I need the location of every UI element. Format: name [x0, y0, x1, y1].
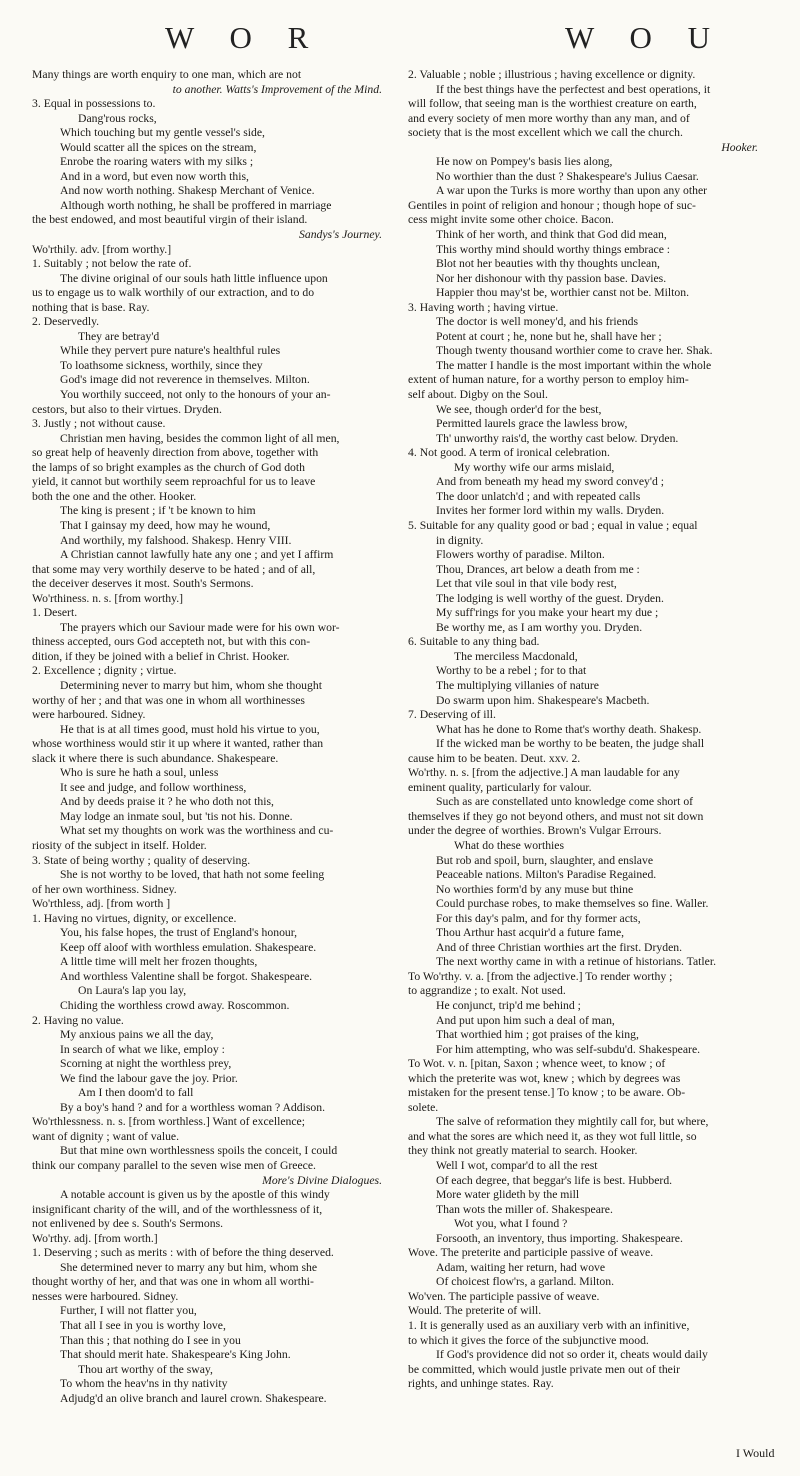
quote-line: Though twenty thousand worthier come to crave her. Shak.: [436, 344, 713, 358]
quote-line: And worthily, my falshood. Shakesp. Henry VIII.: [60, 533, 292, 547]
sense-heading: 1. Deserving ; such as merits : with of before the thing deserved.: [32, 1246, 334, 1260]
quote-line: We see, though order'd for the best,: [436, 402, 602, 416]
entry-headword: Wo'rthless, adj. [from worth ]: [32, 897, 171, 911]
quote-line: If God's providence did not so order it, cheats would daily: [436, 1348, 708, 1362]
quote-line: A little time will melt her frozen thoughts,: [60, 955, 258, 969]
citation: Hooker.: [721, 140, 758, 154]
quote-line: And worthless Valentine shall be forgot. Shakespeare.: [60, 969, 313, 983]
sense-heading: 2. Having no value.: [32, 1013, 124, 1027]
quote-line: The prayers which our Saviour made were for his own wor-: [60, 620, 340, 634]
quote-line: To whom the heav'ns in thy nativity: [60, 1377, 228, 1391]
quote-line: cause him to be beaten. Deut. xxv. 2.: [408, 751, 581, 765]
quote-line: The divine original of our souls hath little influence upon: [60, 271, 328, 285]
citation: to another. Watts's Improvement of the Mind.: [172, 82, 382, 96]
quote-line: slack it where there is such abundance. Shakespeare.: [32, 751, 279, 765]
quote-line: yield, it cannot but worthily seem reproachful for us to leave: [32, 475, 316, 489]
quote-line: dition, if they be joined with a belief in Christ. Hooker.: [32, 649, 290, 663]
quote-line: He that is at all times good, must hold his virtue to you,: [60, 722, 320, 736]
quote-line: cess might invite some other choice. Bacon.: [408, 213, 614, 227]
quote-line: whose worthiness would stir it up where it wanted, rather than: [32, 737, 324, 751]
sense-heading: 2. Deservedly.: [32, 315, 100, 329]
quote-line: For this day's palm, and for thy former acts,: [436, 911, 641, 925]
quote-line: What set my thoughts on work was the worthiness and cu-: [60, 824, 334, 838]
quote-line: want of dignity ; want of value.: [32, 1129, 180, 1143]
quote-line: To loathsome sickness, worthily, since they: [60, 358, 263, 372]
quote-line: She is not worthy to be loved, that hath not some feeling: [60, 868, 325, 882]
quote-line: Enrobe the roaring waters with my silks ;: [60, 155, 254, 169]
quote-line: You, his false hopes, the trust of England's honour,: [60, 926, 298, 940]
quote-line: nothing that is base. Ray.: [32, 300, 150, 314]
quote-line: He now on Pompey's basis lies along,: [436, 155, 613, 169]
sense-heading: 3. Having worth ; having virtue.: [408, 300, 559, 314]
citation: More's Divine Dialogues.: [262, 1173, 382, 1187]
quote-line: insignificant charity of the will, and of the worthlessness of it,: [32, 1202, 323, 1216]
quote-line: Think of her worth, and think that God did mean,: [436, 228, 667, 242]
quote-line: By a boy's hand ? and for a worthless woman ? Addison.: [60, 1100, 326, 1114]
quote-line: Adam, waiting her return, had wove: [436, 1260, 606, 1274]
quote-line: Be worthy me, as I am worthy you. Dryden.: [436, 620, 643, 634]
quote-line: Blot not her beauties with thy thoughts unclean,: [436, 257, 660, 271]
quote-line: under the degree of worthies. Brown's Vulgar Errours.: [408, 824, 662, 838]
quote-line: Thou art worthy of the sway,: [78, 1362, 213, 1376]
quote-line: Gentiles in point of religion and honour ; though hope of suc-: [408, 198, 696, 212]
quote-line: Invites her former lord within my walls. Dryden.: [436, 504, 665, 518]
entry-headword: Wo'ven. The participle passive of weave.: [408, 1289, 600, 1303]
quote-line: that some may very worthily deserve to be hated ; and of all,: [32, 562, 316, 576]
running-header-right: W O U: [565, 20, 724, 55]
quote-line: Happier thou may'st be, worthier canst not be. Milton.: [436, 286, 690, 300]
quote-line: And from beneath my head my sword convey'd ;: [436, 475, 665, 489]
quote-line: us to engage us to walk worthily of our extraction, and to do: [32, 286, 315, 300]
quote-line: Forsooth, an inventory, thus importing. Shakespeare.: [436, 1231, 683, 1245]
quote-line: That should merit hate. Shakespeare's King John.: [60, 1348, 291, 1362]
quote-line: in dignity.: [436, 533, 484, 547]
quote-line: Worthy to be a rebel ; for to that: [436, 664, 587, 678]
quote-line: eminent quality, particularly for valour.: [408, 780, 592, 794]
sense-heading: 6. Suitable to any thing bad.: [408, 635, 540, 649]
entry-headword: To Wot. v. n. [pitan, Saxon ; whence weet, to know ; of: [408, 1057, 666, 1071]
quote-line: Scorning at night the worthless prey,: [60, 1057, 232, 1071]
quote-line: No worthies form'd by any muse but thine: [436, 882, 634, 896]
entry-headword: Wove. The preterite and participle passive of weave.: [408, 1246, 654, 1260]
quote-line: cestors, but also to their virtues. Dryden.: [32, 402, 222, 416]
quote-line: Thou Arthur hast acquir'd a future fame,: [436, 926, 625, 940]
quote-line: Am I then doom'd to fall: [78, 1086, 194, 1100]
quote-line: rights, and unhinge states. Ray.: [408, 1377, 554, 1391]
quote-line: think our company parallel to the seven wise men of Greece.: [32, 1159, 316, 1173]
quote-line: The door unlatch'd ; and with repeated calls: [436, 489, 641, 503]
quote-line: Determining never to marry but him, whom she thought: [60, 678, 322, 692]
quote-line: A war upon the Turks is more worthy than upon any other: [436, 184, 708, 198]
quote-line: While they pervert pure nature's healthful rules: [60, 344, 281, 358]
quote-line: If the wicked man be worthy to be beaten, the judge shall: [436, 737, 705, 751]
quote-line: to aggrandize ; to exalt. Not used.: [408, 984, 566, 998]
quote-line: Although worth nothing, he shall be proffered in marriage: [60, 198, 332, 212]
quote-line: mistaken for the present tense.] To know ; to be aware. Ob-: [408, 1086, 686, 1100]
quote-line: they think not greatly material to search. Hooker.: [408, 1144, 638, 1158]
catchword: I Would: [736, 1446, 775, 1460]
quote-line: They are betray'd: [78, 329, 160, 343]
quote-line: Wot you, what I found ?: [454, 1217, 568, 1231]
quote-line: The salve of reformation they mightily call for, but where,: [436, 1115, 709, 1129]
quote-line: It see and judge, and follow worthiness,: [60, 780, 247, 794]
quote-line: Let that vile soul in that vile body rest,: [436, 577, 617, 591]
quote-line: This worthy mind should worthy things embrace :: [436, 242, 671, 256]
quote-line: Flowers worthy of paradise. Milton.: [436, 548, 605, 562]
quote-line: That worthied him ; got praises of the king,: [436, 1028, 639, 1042]
quote-line: No worthier than the dust ? Shakespeare's Julius Caesar.: [436, 169, 699, 183]
quote-line: both the one and the other. Hooker.: [32, 489, 197, 503]
entry-headword: To Wo'rthy. v. a. [from the adjective.] To render worthy ;: [408, 969, 673, 983]
text-line: Many things are worth enquiry to one man, which are not: [32, 68, 302, 81]
quote-line: If the best things have the perfectest and best operations, it: [436, 82, 711, 96]
quote-line: Chiding the worthless crowd away. Roscommon.: [60, 999, 290, 1012]
quote-line: The matter I handle is the most important within the whole: [436, 358, 712, 372]
quote-line: The multiplying villanies of nature: [436, 678, 599, 692]
quote-line: The king is present ; if 't be known to him: [60, 504, 256, 518]
quote-line: thiness accepted, ours God accepteth not, but with this con-: [32, 635, 311, 649]
quote-line: not enlivened by dee s. South's Sermons.: [32, 1217, 224, 1231]
quote-line: so great help of heavenly direction from above, together with: [32, 446, 319, 460]
quote-line: Keep off aloof with worthless emulation. Shakespeare.: [60, 940, 317, 954]
entry-headword: Wo'rthy. adj. [from worth.]: [32, 1231, 158, 1245]
sense-heading: 1. Desert.: [32, 606, 78, 620]
quote-line: Peaceable nations. Milton's Paradise Regained.: [436, 868, 657, 882]
quote-line: She determined never to marry any but him, whom she: [60, 1260, 318, 1274]
right-column: [408, 68, 758, 1392]
quote-line: You worthily succeed, not only to the honours of your an-: [60, 388, 331, 402]
quote-line: And now worth nothing. Shakesp Merchant of Venice.: [60, 184, 315, 198]
quote-line: thought worthy of her, and that was one in whom all worthi-: [32, 1275, 314, 1289]
quote-line: Who is sure he hath a soul, unless: [60, 766, 219, 780]
quote-line: My worthy wife our arms mislaid,: [454, 460, 615, 474]
quote-line: And in a word, but even now worth this,: [60, 169, 249, 183]
quote-line: to which it gives the force of the subjunctive mood.: [408, 1333, 649, 1347]
sense-heading: 7. Deserving of ill.: [408, 708, 496, 722]
sense-heading: 1. Suitably ; not below the rate of.: [32, 257, 192, 271]
sense-heading: 5. Suitable for any quality good or bad ; equal in value ; equal: [408, 518, 698, 532]
left-column: [32, 68, 382, 1406]
quote-line: be committed, which would justle private men out of their: [408, 1362, 680, 1376]
quote-line: On Laura's lap you lay,: [78, 984, 187, 998]
quote-line: What has he done to Rome that's worthy death. Shakesp.: [436, 722, 702, 736]
quote-line: Well I wot, compar'd to all the rest: [436, 1159, 598, 1173]
quote-line: God's image did not reverence in themselves. Milton.: [60, 373, 310, 387]
quote-line: Dang'rous rocks,: [78, 111, 157, 125]
quote-line: solete.: [408, 1100, 439, 1114]
entry-headword: Wo'rthily. adv. [from worthy.]: [32, 242, 172, 256]
quote-line: Than this ; that nothing do I see in you: [60, 1333, 241, 1347]
quote-line: A Christian cannot lawfully hate any one ; and yet I affirm: [60, 548, 334, 562]
quote-line: The merciless Macdonald,: [454, 649, 578, 663]
quote-line: What do these worthies: [454, 838, 565, 852]
quote-line: Do swarm upon him. Shakespeare's Macbeth.: [436, 693, 650, 707]
sense-heading: 3. State of being worthy ; quality of deserving.: [32, 853, 251, 867]
quote-line: But that mine own worthlessness spoils the conceit, I could: [60, 1144, 338, 1158]
entry-headword: Wo'rthy. n. s. [from the adjective.] A man laudable for any: [408, 766, 680, 780]
sense-heading: 1. It is generally used as an auxiliary verb with an infinitive,: [408, 1319, 690, 1333]
quote-line: Which touching but my gentle vessel's side,: [60, 126, 265, 140]
quote-line: Nor her dishonour with thy passion base. Davies.: [436, 271, 667, 285]
quote-line: Than wots the miller of. Shakespeare.: [436, 1202, 613, 1216]
entry-headword: Would. The preterite of will.: [408, 1304, 542, 1318]
quote-line: were harboured. Sidney.: [32, 708, 146, 722]
quote-line: of her own worthiness. Sidney.: [32, 882, 177, 896]
quote-line: Such as are constellated unto knowledge come short of: [436, 795, 694, 809]
quote-line: Permitted laurels grace the lawless brow,: [436, 417, 628, 431]
quote-line: A notable account is given us by the apostle of this windy: [60, 1188, 330, 1202]
quote-line: society that is the most excellent which we call the church.: [408, 126, 683, 140]
sense-heading: 2. Excellence ; dignity ; virtue.: [32, 664, 177, 678]
quote-line: will follow, that seeing man is the worthiest creature on earth,: [408, 97, 697, 111]
quote-line: the lamps of so bright examples as the church of God doth: [32, 460, 305, 474]
quote-line: and every society of men more worthy than any man, and of: [408, 111, 690, 125]
quote-line: More water glideth by the mill: [436, 1188, 580, 1202]
quote-line: worthy of her ; and that was one in whom all worthinesses: [32, 693, 305, 707]
quote-line: which the preterite was wot, knew ; which by degrees was: [408, 1071, 681, 1085]
quote-line: In search of what we like, employ :: [60, 1042, 225, 1056]
citation: Sandys's Journey.: [299, 228, 382, 242]
quote-line: self about. Digby on the Soul.: [408, 388, 548, 402]
quote-line: Of choicest flow'rs, a garland. Milton.: [436, 1275, 615, 1289]
quote-line: the best endowed, and most beautiful virgin of their island.: [32, 213, 308, 227]
running-header-left: W O R: [165, 20, 323, 55]
entry-headword: Wo'rthiness. n. s. [from worthy.]: [32, 591, 184, 605]
quote-line: The lodging is well worthy of the guest. Dryden.: [436, 591, 664, 605]
quote-line: the deceiver deserves it most. South's Sermons.: [32, 577, 254, 591]
sense-heading: 3. Equal in possessions to.: [32, 97, 156, 111]
quote-line: Of each degree, that beggar's life is best. Hubberd.: [436, 1173, 673, 1187]
sense-heading: 2. Valuable ; noble ; illustrious ; having excellence or dignity.: [408, 68, 696, 81]
quote-line: He conjunct, trip'd me behind ;: [436, 999, 581, 1012]
quote-line: The doctor is well money'd, and his friends: [436, 315, 639, 329]
quote-line: Could purchase robes, to make themselves so fine. Waller.: [436, 897, 709, 911]
quote-line: Christian men having, besides the common light of all men,: [60, 431, 340, 445]
quote-line: May lodge an inmate soul, but 'tis not his. Donne.: [60, 809, 293, 823]
quote-line: nesses were harboured. Sidney.: [32, 1289, 179, 1303]
quote-line: But rob and spoil, burn, slaughter, and enslave: [436, 853, 654, 867]
quote-line: The next worthy came in with a retinue of historians. Tatler.: [436, 955, 717, 969]
quote-line: My anxious pains we all the day,: [60, 1028, 214, 1042]
quote-line: That I gainsay my deed, how may he wound,: [60, 518, 271, 532]
quote-line: Would scatter all the spices on the stream,: [60, 140, 257, 154]
sense-heading: 3. Justly ; not without cause.: [32, 417, 166, 431]
quote-line: We find the labour gave the joy. Prior.: [60, 1071, 238, 1085]
quote-line: And of three Christian worthies art the first. Dryden.: [436, 940, 683, 954]
quote-line: My suff'rings for you make your heart my due ;: [436, 606, 659, 620]
quote-line: Adjudg'd an olive branch and laurel crown. Shakespeare.: [60, 1391, 327, 1405]
quote-line: Thou, Drances, art below a death from me :: [436, 562, 640, 576]
quote-line: And put upon him such a deal of man,: [436, 1013, 615, 1027]
quote-line: That all I see in you is worthy love,: [60, 1319, 226, 1333]
quote-line: And by deeds praise it ? he who doth not this,: [60, 795, 274, 809]
entry-headword: Wo'rthlessness. n. s. [from worthless.] Want of excellence;: [32, 1115, 305, 1129]
quote-line: For him attempting, who was self-subdu'd. Shakespeare.: [436, 1042, 701, 1056]
quote-line: Th' unworthy rais'd, the worthy cast below. Dryden.: [436, 431, 679, 445]
quote-line: and what the sores are which need it, as they wot full little, so: [408, 1129, 697, 1143]
quote-line: extent of human nature, for a worthy person to employ him-: [408, 373, 689, 387]
quote-line: riosity of the subject in itself. Holder.: [32, 838, 207, 852]
sense-heading: 4. Not good. A term of ironical celebration.: [408, 446, 610, 460]
quote-line: Further, I will not flatter you,: [60, 1304, 197, 1318]
quote-line: themselves if they go not beyond others, and must not sit down: [408, 809, 704, 823]
quote-line: Potent at court ; he, none but he, shall have her ;: [436, 329, 662, 343]
sense-heading: 1. Having no virtues, dignity, or excellence.: [32, 911, 237, 925]
